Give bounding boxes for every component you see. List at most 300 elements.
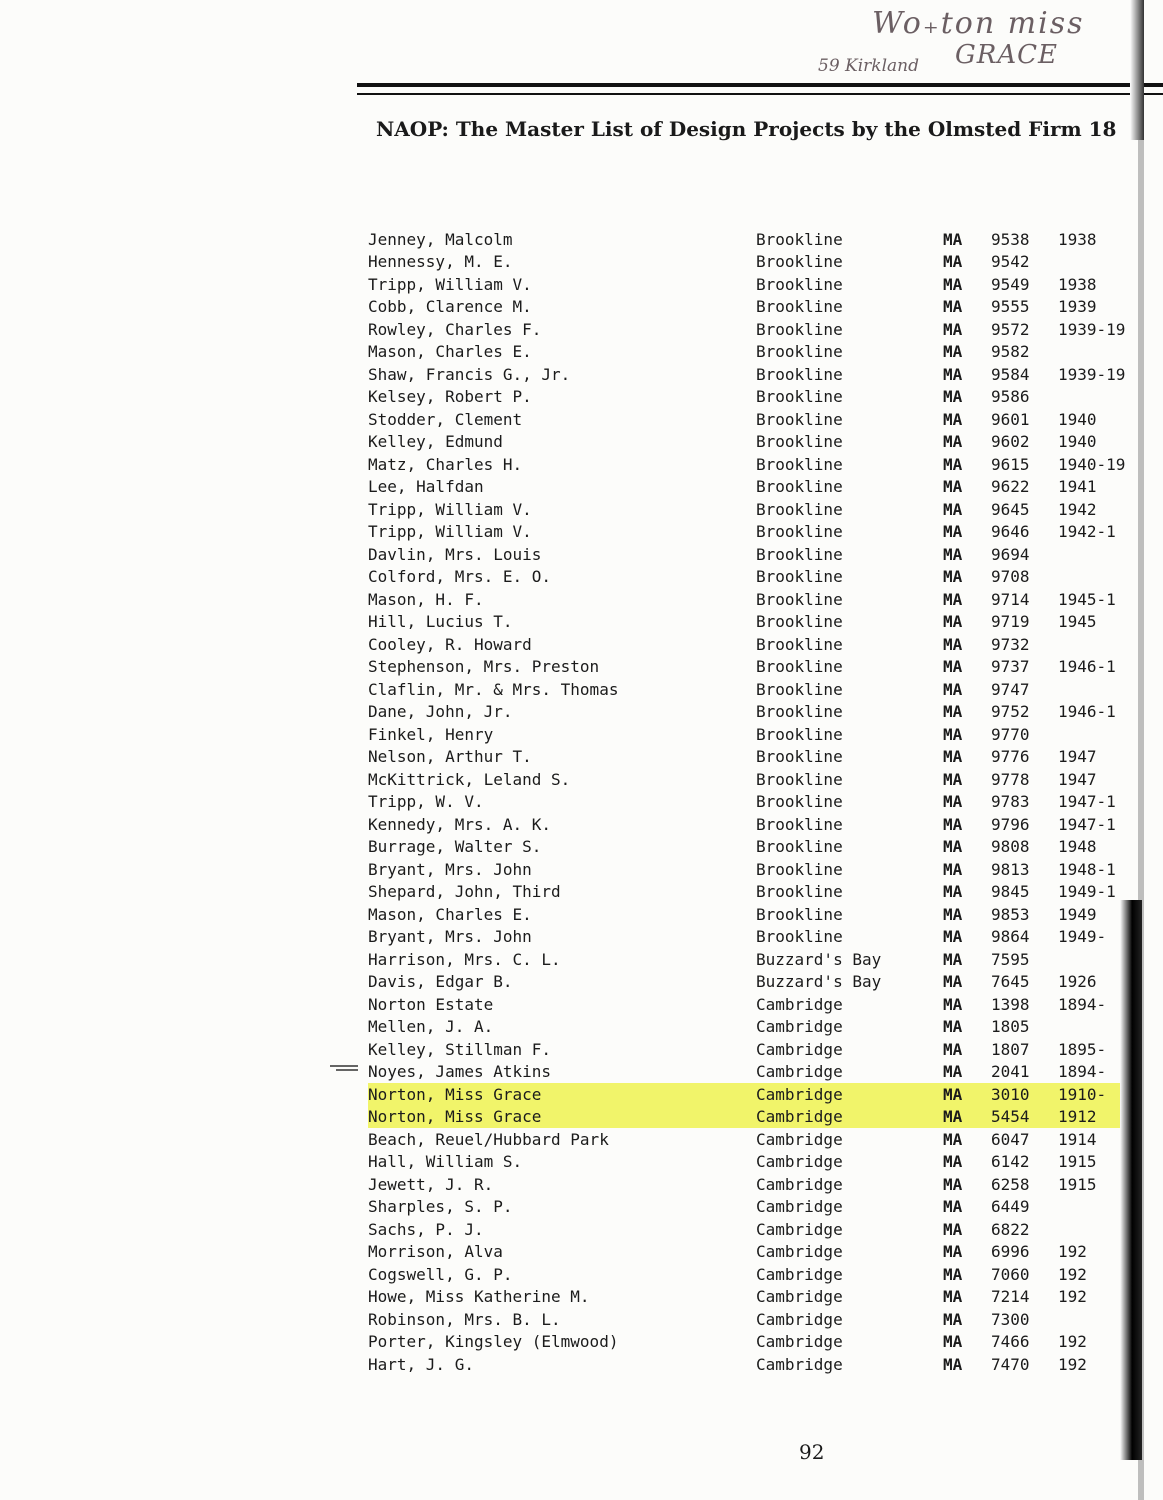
handwritten-name: Wo₊ton miss xyxy=(872,6,1085,41)
row-years xyxy=(1058,543,1128,566)
row-state: MA xyxy=(943,477,963,497)
row-state: MA xyxy=(943,544,963,564)
table-row xyxy=(368,701,1128,724)
table-row xyxy=(368,791,1128,814)
row-town: Brookline xyxy=(756,589,843,609)
row-state: MA xyxy=(943,499,963,519)
row-job-number: 7595 xyxy=(991,949,1030,969)
row-town: Cambridge xyxy=(756,1197,843,1217)
row-town: Brookline xyxy=(756,837,843,857)
row-name: Jewett, J. R. xyxy=(368,1174,494,1194)
row-years: 1941 xyxy=(1058,477,1097,497)
row-job-number: 9622 xyxy=(991,477,1030,497)
table-row xyxy=(368,1016,1128,1039)
row-job-number: 3010 xyxy=(991,1083,1058,1106)
projects-table xyxy=(368,228,1128,1376)
table-row xyxy=(368,1061,1128,1084)
row-years: 1947 xyxy=(1058,747,1097,767)
row-name: Tripp, William V. xyxy=(368,499,532,519)
row-state: MA xyxy=(943,1062,963,1082)
row-name: Hill, Lucius T. xyxy=(368,612,513,632)
row-name: Shaw, Francis G., Jr. xyxy=(368,364,571,384)
row-state: MA xyxy=(943,1106,991,1129)
table-row xyxy=(368,678,1128,701)
row-name: Rowley, Charles F. xyxy=(368,319,542,339)
table-row xyxy=(368,1038,1128,1061)
row-town: Brookline xyxy=(756,679,843,699)
row-years: 192 xyxy=(1058,1332,1087,1352)
row-town: Brookline xyxy=(756,927,843,947)
row-years: 192 xyxy=(1058,1242,1087,1262)
row-state: MA xyxy=(943,949,963,969)
row-job-number: 1807 xyxy=(991,1039,1030,1059)
row-name: Finkel, Henry xyxy=(368,724,494,744)
table-row xyxy=(368,1286,1128,1309)
row-job-number: 9770 xyxy=(991,724,1030,744)
row-years xyxy=(1058,678,1128,701)
margin-arrow-mark xyxy=(330,1063,360,1073)
table-row xyxy=(368,1263,1128,1286)
row-years: 1942-1 xyxy=(1058,522,1116,542)
row-state: MA xyxy=(943,432,963,452)
table-row xyxy=(368,1083,1128,1106)
row-years xyxy=(1058,566,1128,589)
row-name: Davlin, Mrs. Louis xyxy=(368,544,542,564)
row-state: MA xyxy=(943,657,963,677)
row-years xyxy=(1058,1308,1128,1331)
row-state: MA xyxy=(943,702,963,722)
page-title: NAOP: The Master List of Design Projects by the Olmsted Firm 18 xyxy=(376,117,1117,141)
table-row xyxy=(368,1241,1128,1264)
table-row xyxy=(368,611,1128,634)
row-job-number: 5454 xyxy=(991,1106,1058,1129)
row-town: Brookline xyxy=(756,769,843,789)
table-row xyxy=(368,768,1128,791)
row-years: 1926 xyxy=(1058,972,1097,992)
row-state: MA xyxy=(943,1287,963,1307)
row-years: 1938 xyxy=(1058,229,1097,249)
row-name: Dane, John, Jr. xyxy=(368,702,513,722)
header-rule-thin xyxy=(357,93,1163,95)
row-job-number: 9615 xyxy=(991,454,1030,474)
table-row xyxy=(368,971,1128,994)
header-rule-thick xyxy=(357,83,1163,87)
row-job-number: 9732 xyxy=(991,634,1030,654)
row-state: MA xyxy=(943,1152,963,1172)
row-name: Bryant, Mrs. John xyxy=(368,927,532,947)
row-job-number: 6996 xyxy=(991,1242,1030,1262)
row-town: Brookline xyxy=(756,567,843,587)
table-row xyxy=(368,1353,1128,1376)
row-state: MA xyxy=(943,837,963,857)
row-state: MA xyxy=(943,319,963,339)
row-job-number: 9778 xyxy=(991,769,1030,789)
row-town: Cambridge xyxy=(756,1264,843,1284)
row-name: Morrison, Alva xyxy=(368,1242,503,1262)
row-state: MA xyxy=(943,387,963,407)
row-years: 1948-1 xyxy=(1058,859,1116,879)
row-job-number: 9776 xyxy=(991,747,1030,767)
row-job-number: 9796 xyxy=(991,814,1030,834)
row-town: Brookline xyxy=(756,364,843,384)
table-row xyxy=(368,1106,1128,1129)
row-years: 1940 xyxy=(1058,409,1097,429)
row-years xyxy=(1058,723,1128,746)
row-town: Brookline xyxy=(756,477,843,497)
row-state: MA xyxy=(943,409,963,429)
row-job-number: 9747 xyxy=(991,679,1030,699)
table-row xyxy=(368,903,1128,926)
row-town: Brookline xyxy=(756,612,843,632)
row-name: Kelley, Stillman F. xyxy=(368,1039,552,1059)
row-town: Cambridge xyxy=(756,1039,843,1059)
table-row xyxy=(368,566,1128,589)
row-name: Hennessy, M. E. xyxy=(368,252,513,272)
row-town: Cambridge xyxy=(756,1174,843,1194)
table-row xyxy=(368,363,1128,386)
row-town: Buzzard's Bay xyxy=(756,949,882,969)
row-name: Burrage, Walter S. xyxy=(368,837,542,857)
row-job-number: 9864 xyxy=(991,927,1030,947)
row-years: 1947-1 xyxy=(1058,792,1116,812)
table-row xyxy=(368,588,1128,611)
row-job-number: 9783 xyxy=(991,792,1030,812)
row-state: MA xyxy=(943,1017,963,1037)
row-years: 1915 xyxy=(1058,1174,1097,1194)
row-name: Bryant, Mrs. John xyxy=(368,859,532,879)
row-years xyxy=(1058,633,1128,656)
row-years: 1894- xyxy=(1058,1062,1107,1082)
row-job-number: 7060 xyxy=(991,1264,1030,1284)
row-name: Mason, Charles E. xyxy=(368,904,532,924)
row-state: MA xyxy=(943,769,963,789)
row-state: MA xyxy=(943,994,963,1014)
row-town: Brookline xyxy=(756,499,843,519)
row-name: Noyes, James Atkins xyxy=(368,1062,552,1082)
row-town: Brookline xyxy=(756,904,843,924)
row-town: Cambridge xyxy=(756,1287,843,1307)
row-state: MA xyxy=(943,1083,991,1106)
row-job-number: 9845 xyxy=(991,882,1030,902)
table-row xyxy=(368,746,1128,769)
row-name: Cobb, Clarence M. xyxy=(368,297,532,317)
row-job-number: 1398 xyxy=(991,994,1030,1014)
page-number: 92 xyxy=(799,1440,825,1464)
table-row xyxy=(368,408,1128,431)
row-state: MA xyxy=(943,859,963,879)
row-state: MA xyxy=(943,522,963,542)
row-years: 1939 xyxy=(1058,297,1097,317)
row-years: 1895- xyxy=(1058,1039,1107,1059)
row-town: Cambridge xyxy=(756,1152,843,1172)
row-town: Brookline xyxy=(756,252,843,272)
row-job-number: 9752 xyxy=(991,702,1030,722)
table-row xyxy=(368,341,1128,364)
table-row xyxy=(368,476,1128,499)
row-years xyxy=(1058,386,1128,409)
row-name: Hall, William S. xyxy=(368,1152,523,1172)
row-job-number: 2041 xyxy=(991,1062,1030,1082)
row-town: Brookline xyxy=(756,229,843,249)
row-town: Brookline xyxy=(756,814,843,834)
row-name: Tripp, William V. xyxy=(368,522,532,542)
row-town: Brookline xyxy=(756,882,843,902)
row-job-number: 7214 xyxy=(991,1287,1030,1307)
row-job-number: 9808 xyxy=(991,837,1030,857)
row-state: MA xyxy=(943,589,963,609)
row-town: Brookline xyxy=(756,297,843,317)
table-row xyxy=(368,431,1128,454)
row-years: 1949 xyxy=(1058,904,1097,924)
row-job-number: 1805 xyxy=(991,1017,1030,1037)
row-name: Howe, Miss Katherine M. xyxy=(368,1287,590,1307)
row-years xyxy=(1058,251,1128,274)
row-job-number: 9737 xyxy=(991,657,1030,677)
row-years: 1939-19 xyxy=(1058,319,1126,339)
row-town: Cambridge xyxy=(756,1242,843,1262)
table-row xyxy=(368,296,1128,319)
row-years: 1947-1 xyxy=(1058,814,1116,834)
row-state: MA xyxy=(943,1309,963,1329)
row-years: 1945-1 xyxy=(1058,589,1116,609)
row-state: MA xyxy=(943,454,963,474)
row-job-number: 9813 xyxy=(991,859,1030,879)
row-state: MA xyxy=(943,297,963,317)
table-row xyxy=(368,228,1128,251)
row-state: MA xyxy=(943,1354,963,1374)
row-years: 1942 xyxy=(1058,499,1097,519)
row-years: 1945 xyxy=(1058,612,1097,632)
projects-table-body xyxy=(368,228,1128,1376)
row-years: 1894- xyxy=(1058,994,1107,1014)
row-town: Brookline xyxy=(756,522,843,542)
row-years xyxy=(1058,341,1128,364)
row-name: Cogswell, G. P. xyxy=(368,1264,513,1284)
row-name: Shepard, John, Third xyxy=(368,882,561,902)
table-row xyxy=(368,1173,1128,1196)
row-years: 1910- xyxy=(1058,1083,1128,1106)
row-name: Norton, Miss Grace xyxy=(368,1083,756,1106)
table-row xyxy=(368,926,1128,949)
row-state: MA xyxy=(943,612,963,632)
row-state: MA xyxy=(943,972,963,992)
table-row xyxy=(368,813,1128,836)
table-row xyxy=(368,1218,1128,1241)
row-job-number: 6822 xyxy=(991,1219,1030,1239)
row-job-number: 6258 xyxy=(991,1174,1030,1194)
row-state: MA xyxy=(943,1174,963,1194)
row-state: MA xyxy=(943,229,963,249)
row-job-number: 7645 xyxy=(991,972,1030,992)
row-state: MA xyxy=(943,364,963,384)
row-job-number: 9646 xyxy=(991,522,1030,542)
row-name: Mason, H. F. xyxy=(368,589,484,609)
row-years xyxy=(1058,1016,1128,1039)
row-job-number: 9538 xyxy=(991,229,1030,249)
scan-shadow-binding xyxy=(1120,900,1142,1460)
row-town: Cambridge xyxy=(756,1219,843,1239)
row-job-number: 6449 xyxy=(991,1197,1030,1217)
row-years: 1946-1 xyxy=(1058,657,1116,677)
row-town: Brookline xyxy=(756,702,843,722)
row-town: Cambridge xyxy=(756,1062,843,1082)
row-town: Brookline xyxy=(756,544,843,564)
row-town: Brookline xyxy=(756,342,843,362)
row-name: Sharples, S. P. xyxy=(368,1197,513,1217)
row-years: 1912 xyxy=(1058,1106,1128,1129)
row-name: Mellen, J. A. xyxy=(368,1017,494,1037)
row-state: MA xyxy=(943,724,963,744)
scan-shadow-top xyxy=(1130,0,1144,140)
row-state: MA xyxy=(943,792,963,812)
row-state: MA xyxy=(943,1129,963,1149)
row-state: MA xyxy=(943,252,963,272)
table-row xyxy=(368,656,1128,679)
row-town: Cambridge xyxy=(756,1309,843,1329)
row-years: 1948 xyxy=(1058,837,1097,857)
row-town: Brookline xyxy=(756,792,843,812)
row-town: Cambridge xyxy=(756,1332,843,1352)
row-years: 1949- xyxy=(1058,927,1107,947)
row-name: Porter, Kingsley (Elmwood) xyxy=(368,1332,619,1352)
row-name: Cooley, R. Howard xyxy=(368,634,532,654)
table-row xyxy=(368,1308,1128,1331)
row-job-number: 9694 xyxy=(991,544,1030,564)
row-state: MA xyxy=(943,927,963,947)
row-name: Nelson, Arthur T. xyxy=(368,747,532,767)
row-name: Stephenson, Mrs. Preston xyxy=(368,657,600,677)
row-state: MA xyxy=(943,747,963,767)
row-job-number: 9542 xyxy=(991,252,1030,272)
row-town: Cambridge xyxy=(756,994,843,1014)
row-town: Brookline xyxy=(756,387,843,407)
row-name: Sachs, P. J. xyxy=(368,1219,484,1239)
row-job-number: 7470 xyxy=(991,1354,1030,1374)
row-town: Brookline xyxy=(756,432,843,452)
row-town: Brookline xyxy=(756,409,843,429)
row-town: Brookline xyxy=(756,454,843,474)
row-name: Beach, Reuel/Hubbard Park xyxy=(368,1129,609,1149)
row-name: Kelsey, Robert P. xyxy=(368,387,532,407)
table-row xyxy=(368,521,1128,544)
row-state: MA xyxy=(943,904,963,924)
row-name: Hart, J. G. xyxy=(368,1354,474,1374)
row-job-number: 6142 xyxy=(991,1152,1030,1172)
row-years xyxy=(1058,948,1128,971)
row-town: Brookline xyxy=(756,319,843,339)
row-years: 1947 xyxy=(1058,769,1097,789)
row-job-number: 9586 xyxy=(991,387,1030,407)
table-row xyxy=(368,881,1128,904)
row-years: 1949-1 xyxy=(1058,882,1116,902)
row-town: Cambridge xyxy=(756,1106,943,1129)
row-name: Colford, Mrs. E. O. xyxy=(368,567,552,587)
handwritten-address: 59 Kirkland xyxy=(818,56,920,76)
row-name: Kelley, Edmund xyxy=(368,432,503,452)
row-town: Brookline xyxy=(756,657,843,677)
row-job-number: 9582 xyxy=(991,342,1030,362)
row-name: Davis, Edgar B. xyxy=(368,972,513,992)
table-row xyxy=(368,273,1128,296)
row-years: 1939-19 xyxy=(1058,364,1126,384)
row-state: MA xyxy=(943,567,963,587)
row-name: Norton Estate xyxy=(368,994,494,1014)
row-name: Lee, Halfdan xyxy=(368,477,484,497)
row-town: Brookline xyxy=(756,724,843,744)
table-row xyxy=(368,948,1128,971)
row-job-number: 9708 xyxy=(991,567,1030,587)
handwritten-first-name: GRACE xyxy=(955,40,1058,70)
row-job-number: 9572 xyxy=(991,319,1030,339)
row-name: McKittrick, Leland S. xyxy=(368,769,571,789)
row-job-number: 9645 xyxy=(991,499,1030,519)
table-row xyxy=(368,318,1128,341)
row-job-number: 9584 xyxy=(991,364,1030,384)
row-years: 192 xyxy=(1058,1287,1087,1307)
row-years xyxy=(1058,1196,1128,1219)
table-row xyxy=(368,993,1128,1016)
table-row xyxy=(368,1128,1128,1151)
row-state: MA xyxy=(943,1242,963,1262)
row-name: Robinson, Mrs. B. L. xyxy=(368,1309,561,1329)
row-state: MA xyxy=(943,1219,963,1239)
row-state: MA xyxy=(943,1039,963,1059)
table-row xyxy=(368,251,1128,274)
row-years: 1946-1 xyxy=(1058,702,1116,722)
row-job-number: 9853 xyxy=(991,904,1030,924)
table-row xyxy=(368,543,1128,566)
table-row xyxy=(368,1151,1128,1174)
row-town: Buzzard's Bay xyxy=(756,972,882,992)
row-town: Brookline xyxy=(756,859,843,879)
row-job-number: 9555 xyxy=(991,297,1030,317)
table-row xyxy=(368,633,1128,656)
row-state: MA xyxy=(943,814,963,834)
row-town: Cambridge xyxy=(756,1017,843,1037)
row-years: 1940 xyxy=(1058,432,1097,452)
row-years xyxy=(1058,1218,1128,1241)
row-state: MA xyxy=(943,679,963,699)
row-years: 1914 xyxy=(1058,1129,1097,1149)
row-name: Tripp, William V. xyxy=(368,274,532,294)
row-state: MA xyxy=(943,1197,963,1217)
row-state: MA xyxy=(943,882,963,902)
row-name: Tripp, W. V. xyxy=(368,792,484,812)
table-row xyxy=(368,1196,1128,1219)
row-name: Harrison, Mrs. C. L. xyxy=(368,949,561,969)
row-state: MA xyxy=(943,274,963,294)
row-name: Stodder, Clement xyxy=(368,409,523,429)
row-job-number: 9714 xyxy=(991,589,1030,609)
row-name: Claflin, Mr. & Mrs. Thomas xyxy=(368,679,619,699)
row-state: MA xyxy=(943,634,963,654)
row-job-number: 9719 xyxy=(991,612,1030,632)
row-name: Mason, Charles E. xyxy=(368,342,532,362)
row-town: Brookline xyxy=(756,274,843,294)
row-town: Cambridge xyxy=(756,1083,943,1106)
row-town: Brookline xyxy=(756,747,843,767)
row-state: MA xyxy=(943,1332,963,1352)
row-job-number: 7466 xyxy=(991,1332,1030,1352)
row-years: 1915 xyxy=(1058,1152,1097,1172)
table-row xyxy=(368,723,1128,746)
row-town: Cambridge xyxy=(756,1354,843,1374)
row-job-number: 9549 xyxy=(991,274,1030,294)
row-job-number: 9601 xyxy=(991,409,1030,429)
row-years: 192 xyxy=(1058,1264,1087,1284)
row-years: 1938 xyxy=(1058,274,1097,294)
row-job-number: 9602 xyxy=(991,432,1030,452)
